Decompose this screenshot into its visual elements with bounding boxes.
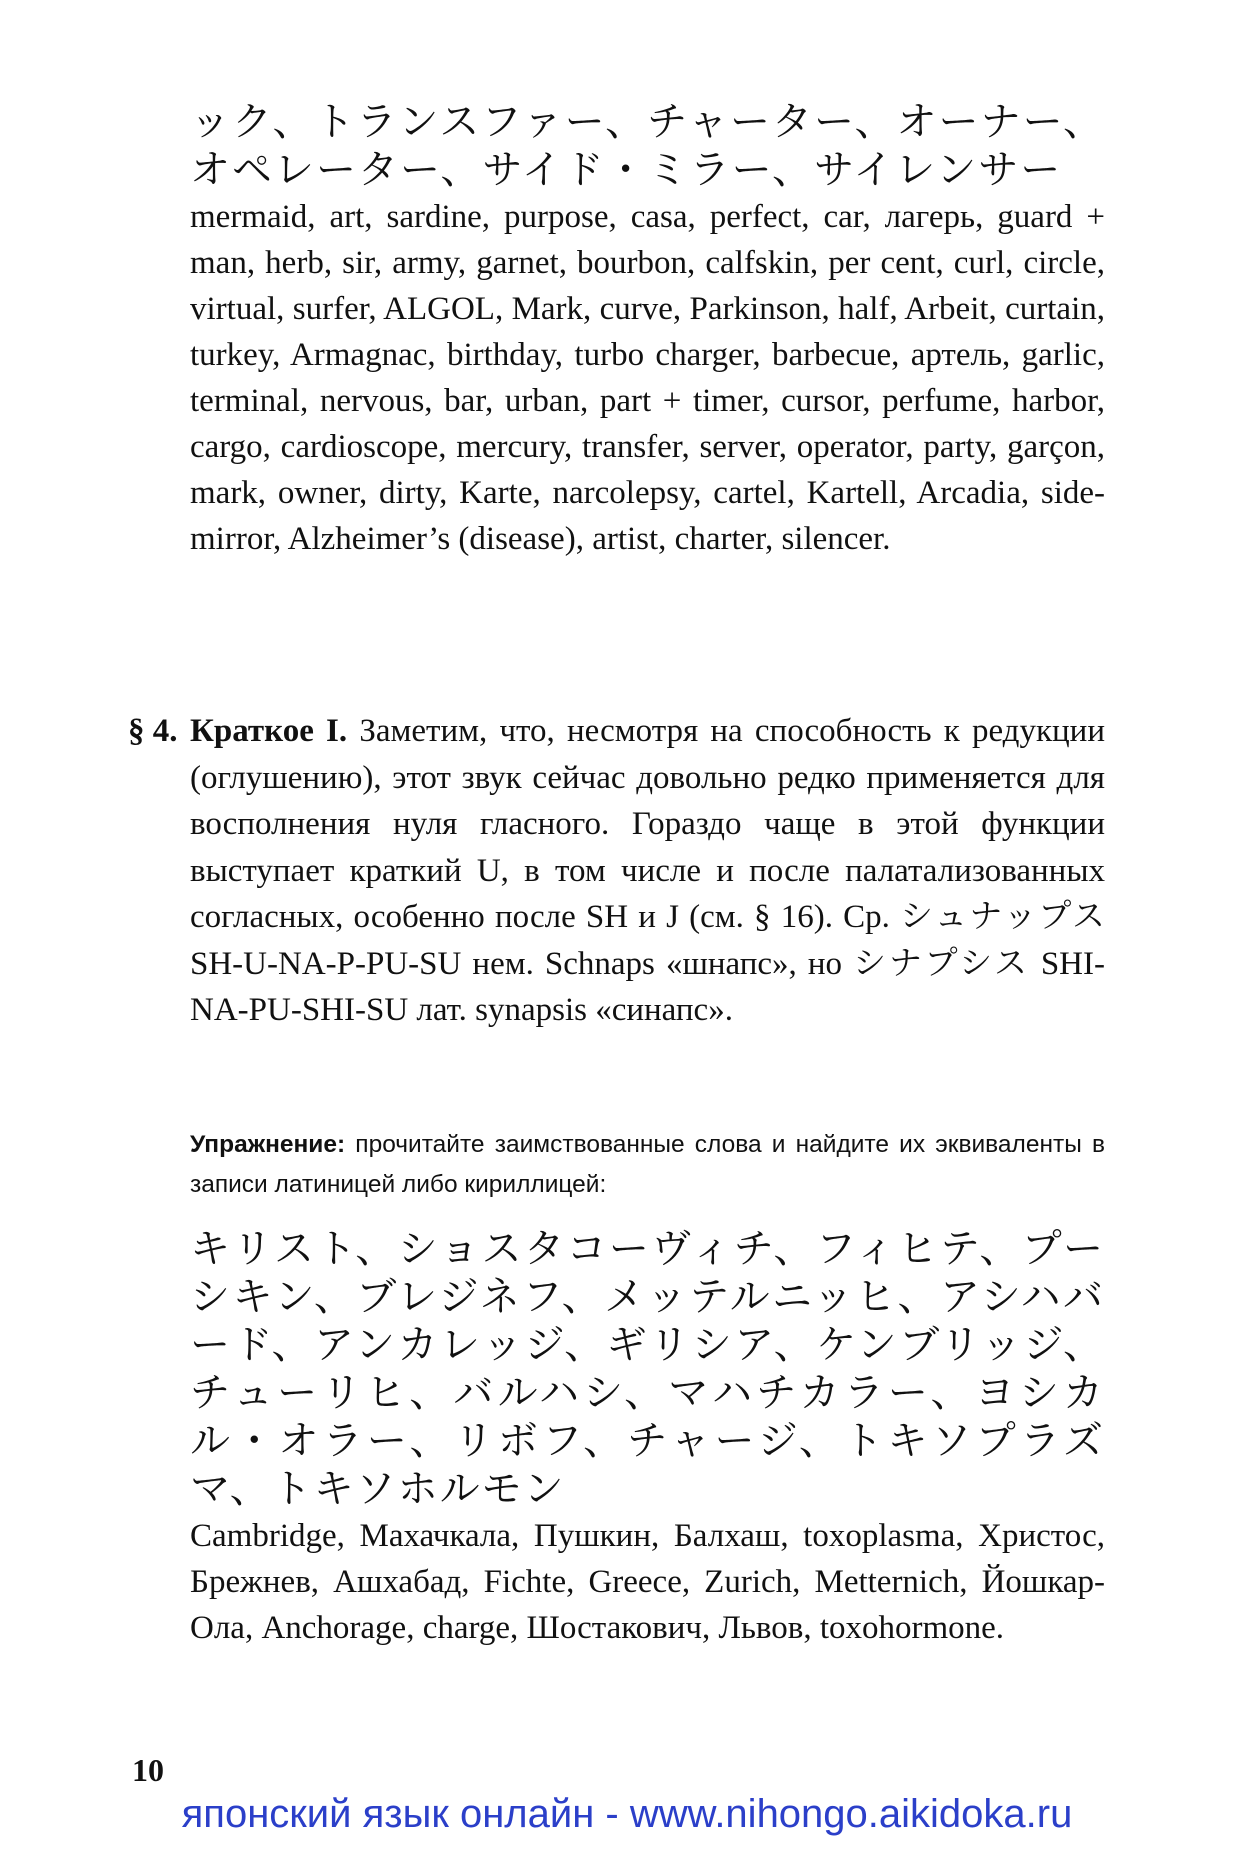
page-number: 10	[132, 1752, 164, 1788]
latin-exercise-list: Cambridge, Махачкала, Пушкин, Балхаш, toxoplasma, Христос, Брежнев, Ашхабад, Fichte, Greece, Zurich, Metternich, Йошкар-Ола, Anchorage, charge, Шостакович, Львов, toxohormone.	[190, 1518, 1105, 1646]
exercise-label: Упражнение:	[190, 1131, 346, 1158]
section-4	[128, 708, 1105, 1034]
katakana-exercise-list: キリスト、ショスタコーヴィチ、フィヒテ、プーシキン、ブレジネフ、メッテルニッヒ、アシハバード、アンカレッジ、ギリシア、ケンブリッジ、チューリヒ、バルハシ、マハチカラー、ヨシカル・オラー、リボフ、チャージ、トキソプラズマ、トキソホルモン	[190, 1226, 1105, 1512]
section-body	[190, 708, 1105, 1034]
latin-word-list: mermaid, art, sardine, purpose, casa, perfect, car, лагерь, guard + man, herb, sir, army, garnet, bourbon, calfskin, per cent, curl, circle, virtual, surfer, ALGOL, Mark, curve, Parkinson, half, Arbeit, curtain, turkey, Armagnac, birthday, turbo charger, barbecue, артель, garlic, terminal, nervous, bar, urban, part + timer, cursor, perfume, harbor, cargo, cardioscope, mercury, transfer, server, operator, party, garçon, mark, owner, dirty, Karte, narcolepsy, cartel, Kartell, Arcadia, side-mirror, Alzheimer’s (disease), artist, charter, silencer.	[190, 199, 1105, 557]
exercise-instruction	[190, 1125, 1105, 1205]
word-list-block-2	[190, 1225, 1105, 1651]
katakana-word-list: ック、トランスファー、チャーター、オーナー、オペレーター、サイド・ミラー、サイレンサー	[190, 99, 1105, 193]
word-list-block-1	[190, 98, 1105, 562]
section-number: § 4.	[128, 713, 178, 749]
exercise-text: прочитайте заимствованные слова и найдите их эквиваленты в записи латиницей либо кириллицей:	[190, 1131, 1105, 1198]
footer-website-banner: японский язык онлайн - www.nihongo.aikidoka.ru	[181, 1792, 1073, 1836]
section-text: Заметим, что, несмотря на способность к редукции (оглушению), этот звук сейчас довольно редко применяется для восполнения нуля гласного. Гораздо чаще в этой функции выступает краткий U, в том числе и после палатализованных согласных, особенно после SH и J (см. § 16). Ср. シュナップス SH-U-NA-P-PU-SU нем. Schnaps «шнапс», но シナプシス SHI-NA-PU-SHI-SU лат. synapsis «синапс».	[190, 713, 1105, 1028]
section-title: Краткое I.	[190, 713, 348, 749]
